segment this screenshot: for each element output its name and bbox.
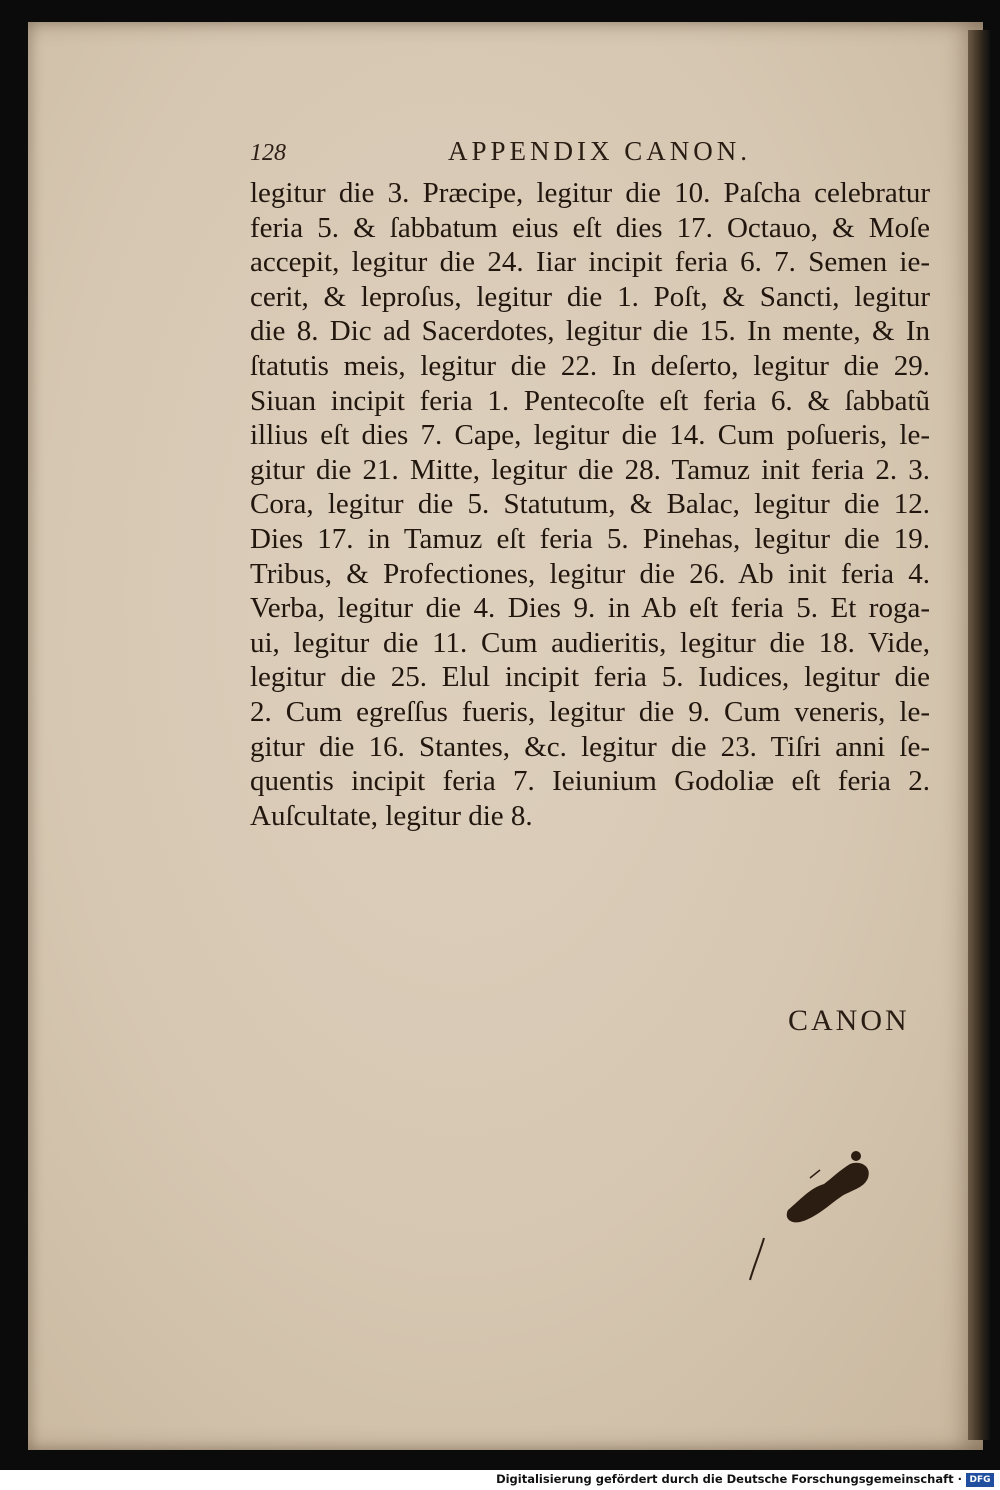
body-text <box>250 176 930 833</box>
text-line: gitur die 21. Mitte, legitur die 28. Tamuz init feria 2. 3. <box>250 453 930 486</box>
page-number: 128 <box>250 140 286 166</box>
book-spine <box>968 30 990 1440</box>
text-line: feria 5. & ſabbatum eius eſt dies 17. Octauo, & Moſe <box>250 211 930 244</box>
dfg-logo: DFG <box>966 1473 994 1487</box>
text-line: gitur die 16. Stantes, &c. legitur die 23. Tiſri anni ſe- <box>250 730 930 763</box>
text-line: ſtatutis meis, legitur die 22. In deſerto, legitur die 29. <box>250 349 930 382</box>
running-head: APPENDIX CANON. <box>448 136 752 166</box>
text-line: Siuan incipit feria 1. Pentecoſte eſt feria 6. & ſabbatũ <box>250 384 930 417</box>
text-line: legitur die 3. Præcipe, legitur die 10. Paſcha celebratur <box>250 177 930 209</box>
text-line: 2. Cum egreſſus fueris, legitur die 9. Cum veneris, le- <box>250 695 930 728</box>
text-line: quentis incipit feria 7. Ieiunium Godoliæ eſt feria 2. <box>250 765 930 798</box>
text-line: die 8. Dic ad Sacerdotes, legitur die 15. In mente, & In <box>250 315 930 348</box>
text-line: Cora, legitur die 5. Statutum, & Balac, legitur die 12. <box>250 488 930 521</box>
text-line: ui, legitur die 11. Cum audieritis, legitur die 18. Vide, <box>250 626 930 659</box>
text-line: Verba, legitur die 4. Dies 9. in Ab eſt feria 5. Et roga- <box>250 592 930 625</box>
text-line: Tribus, & Profectiones, legitur die 26. Ab init feria 4. <box>250 557 930 590</box>
text-line: Auſcultate, legitur die 8. <box>250 799 533 832</box>
text-line: illius eſt dies 7. Cape, legitur die 14. Cum poſueris, le- <box>250 419 930 452</box>
text-line: cerit, & leproſus, legitur die 1. Poſt, & Sancti, legitur <box>250 280 930 313</box>
ink-blot-mark <box>780 1148 880 1228</box>
text-line: accepit, legitur die 24. Iiar incipit feria 6. 7. Semen ie- <box>250 246 930 279</box>
page-header <box>250 136 790 176</box>
text-line: legitur die 25. Elul incipit feria 5. Iudices, legitur die <box>250 661 930 694</box>
digitization-footer <box>0 1470 1000 1490</box>
text-line: Dies 17. in Tamuz eſt feria 5. Pinehas, legitur die 19. <box>250 522 930 555</box>
pen-stroke-mark <box>742 1236 772 1282</box>
funding-credit: Digitalisierung gefördert durch die Deutsche Forschungsgemeinschaft · <box>496 1472 962 1486</box>
catchword: CANON <box>788 1004 910 1037</box>
